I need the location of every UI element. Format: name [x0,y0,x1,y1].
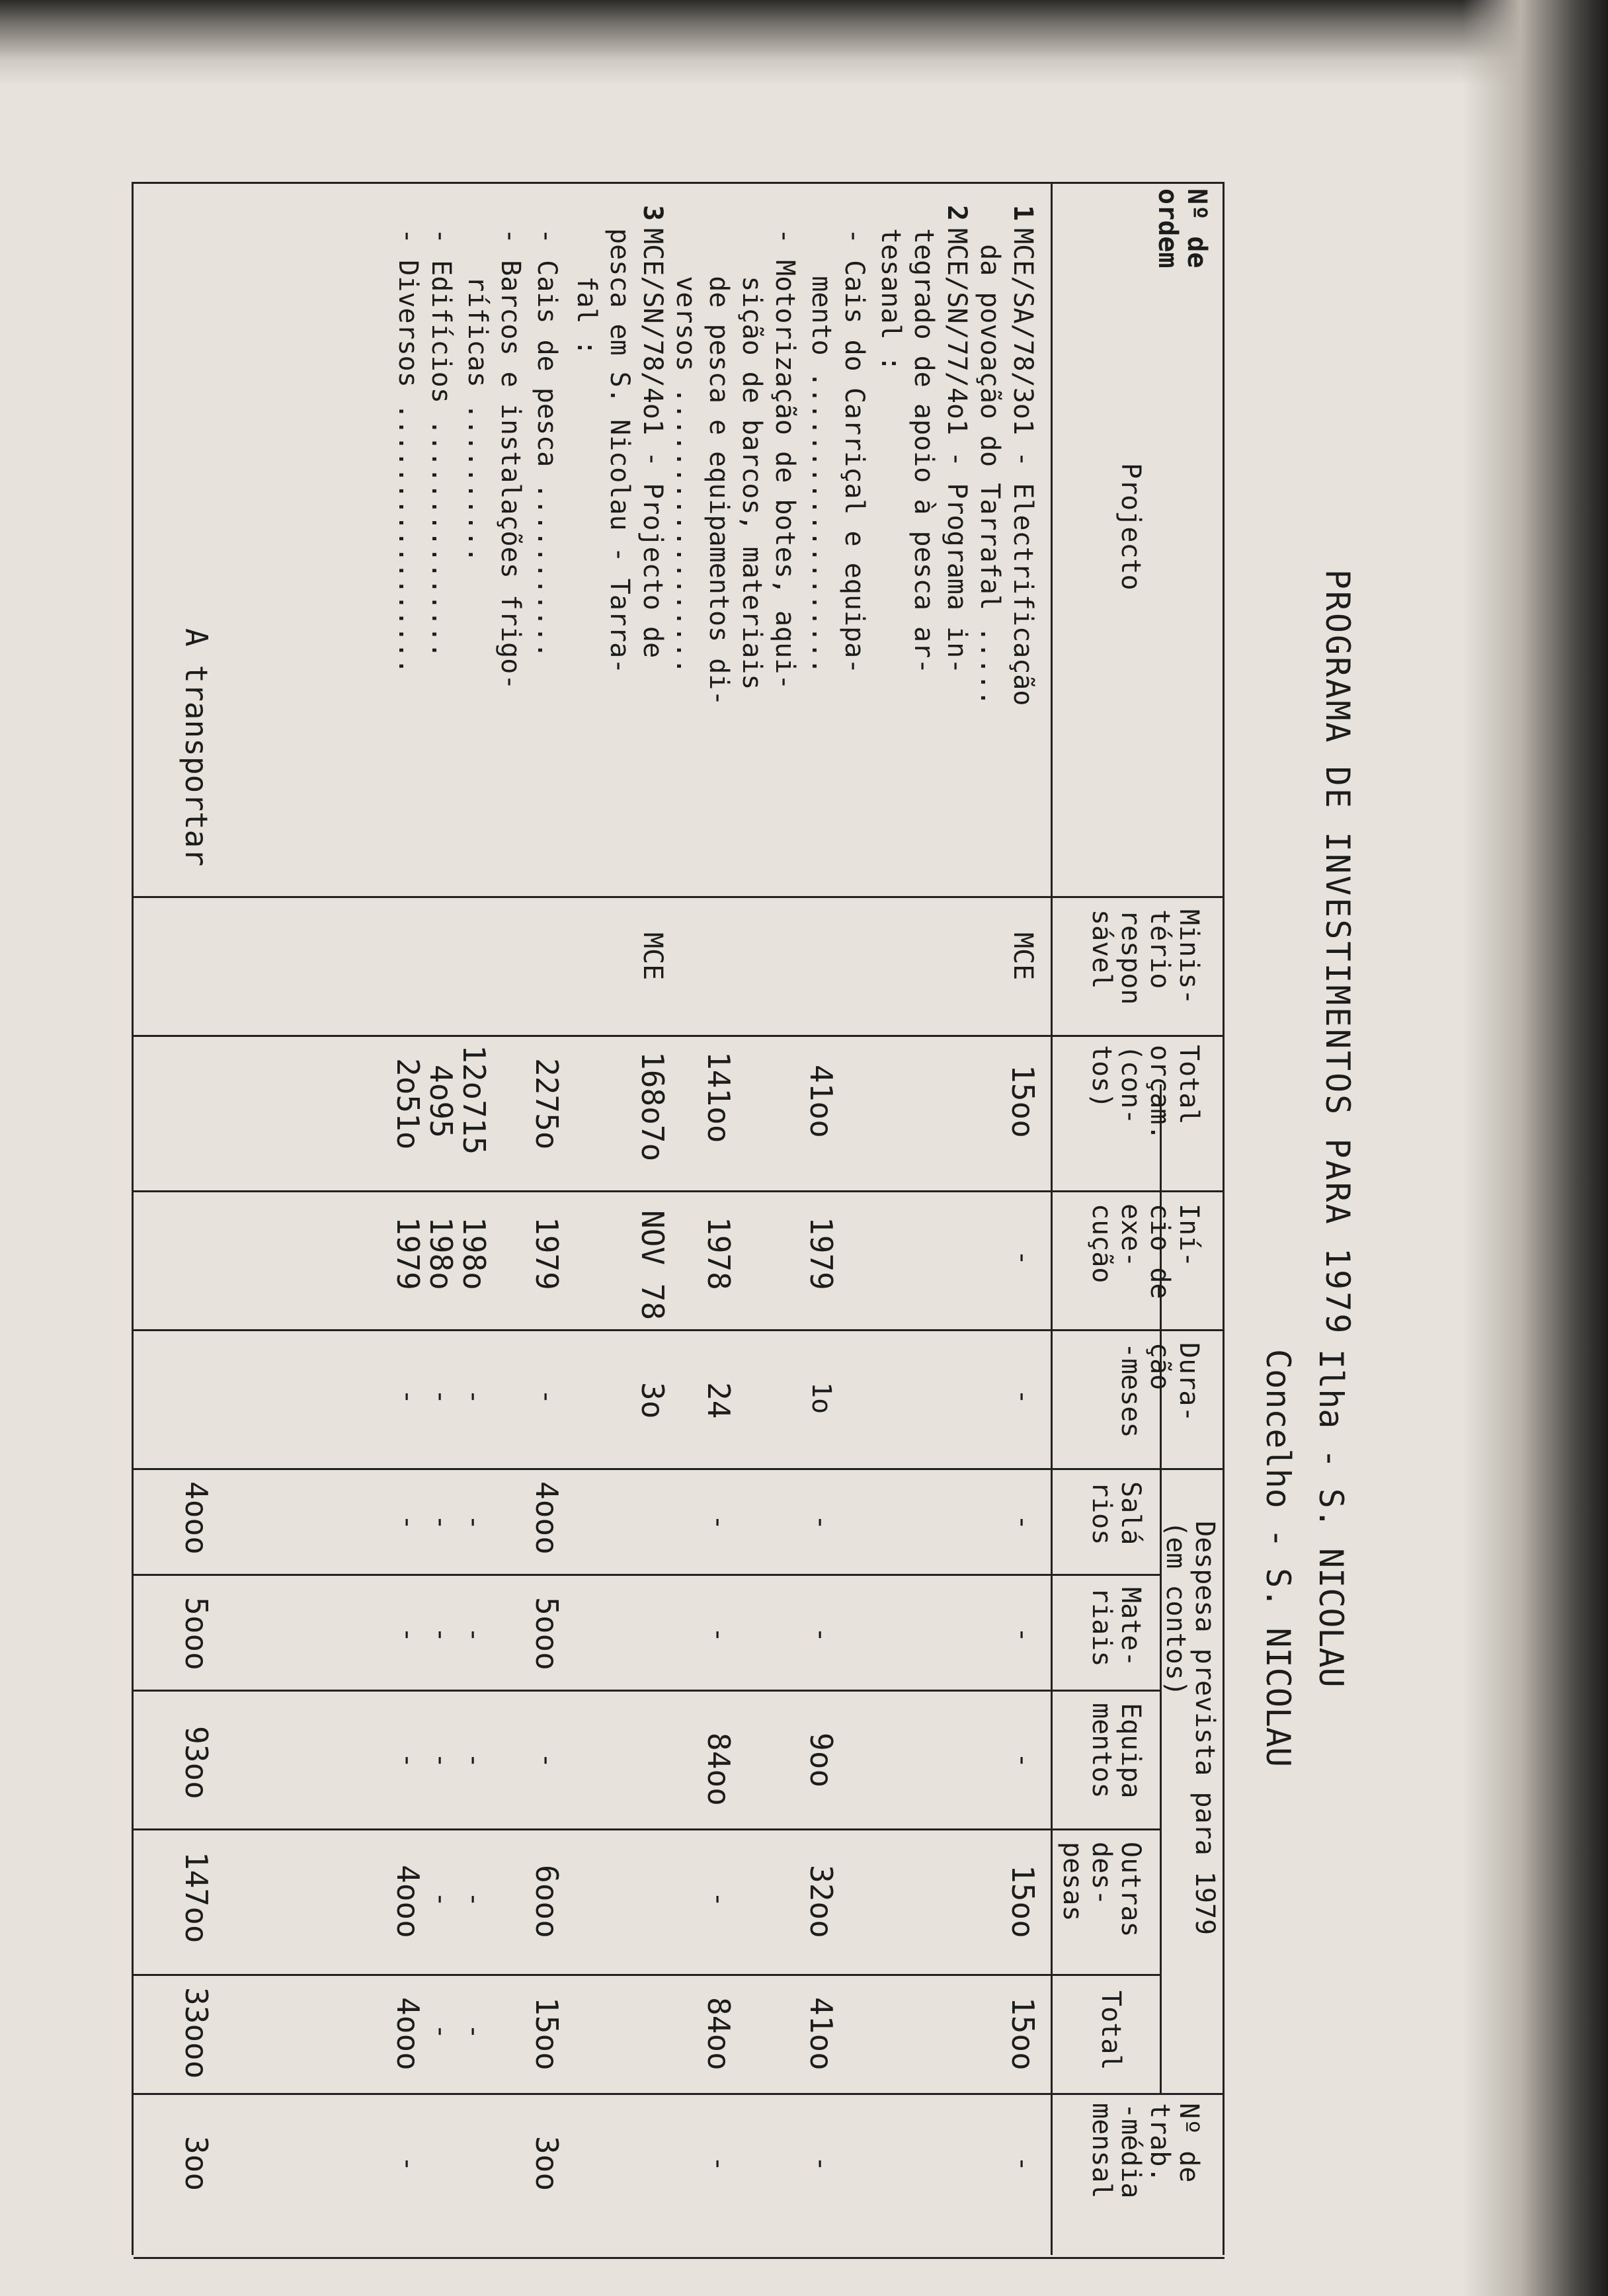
row-2a-projecto: - Cais do Carriçal e equipa- mento ................... [806,228,869,675]
row-2a-total: 41oo [803,1997,839,2070]
row-3d-inicio: 1979 [390,1217,426,1290]
row-3b-equipamentos: - [459,1752,489,1769]
table-top-rule [1223,182,1225,2255]
footer-outras: 147oo [179,1852,214,1944]
row-2b-materiais: - [704,1627,734,1643]
row-3-total-orcam: 168o7o [635,1051,670,1162]
row-3d-materiais: - [393,1627,423,1643]
row-2b-equipamentos: 84oo [701,1733,737,1806]
row-3a-materiais: 5ooo [529,1597,565,1670]
row-2b-total-orcam: 141oo [701,1051,737,1143]
row-1-trab: - [1008,2156,1038,2172]
row-1-salarios: - [1008,1514,1038,1531]
row-3b-total-orcam: 12o715 [456,1045,492,1155]
col-divider [134,1329,1225,1331]
footer-total: 33ooo [179,1987,214,2079]
row-3a-trab: 3oo [529,2136,565,2192]
concelho-label: Concelho - S. NICOLAU [1259,1349,1297,1768]
header-total-orcam: Total orçam. (con- tos) [1086,1045,1204,1141]
a-transportar-label: A transportar [179,628,214,867]
row-2a-materiais: - [806,1627,836,1643]
header-trab: Nº de trab. -média mensal [1086,2103,1204,2199]
row-3d-total: 4ooo [390,1997,426,2070]
row-1-materiais: - [1008,1627,1038,1643]
row-3d-total-orcam: 2o51o [390,1058,426,1150]
row-3d-duracao: - [393,1389,423,1405]
col-divider [134,1828,1162,1830]
row-3d-trab: - [393,2156,423,2172]
row-3a-equipamentos: - [532,1752,562,1769]
row-1-duracao: - [1008,1389,1038,1405]
row-3b-duracao: - [459,1389,489,1405]
row-2a-outras: 32oo [803,1865,839,1938]
row-2a-equipamentos: 9oo [803,1733,839,1788]
row-3a-salarios: 4ooo [529,1481,565,1555]
row-2b-inicio: 1978 [701,1217,737,1290]
col-divider [134,1974,1162,1976]
row-3c-total-orcam: 4o95 [423,1065,459,1138]
row-2a-inicio: 1979 [803,1217,839,1290]
col-divider [134,1190,1225,1192]
row-3d-equipamentos: - [393,1752,423,1769]
row-3b-salarios: - [459,1514,489,1531]
col-divider [134,896,1225,898]
header-outras: Outras des- pesas [1057,1842,1146,1938]
row-3-projecto: MCE/SN/78/4o1 - Projecto de pesca em S. Nicolau - Tarra- fal : [571,228,668,675]
row-2a-salarios: - [806,1514,836,1531]
header-duracao: Dura- ção -meses [1115,1342,1204,1438]
header-salarios: Salá rios [1086,1481,1146,1545]
footer-materiais: 5ooo [179,1597,214,1670]
row-3c-equipamentos: - [426,1752,456,1769]
row-3b-inicio: 198o [456,1217,492,1290]
row-2-projecto: MCE/SN/77/4o1 - Programa in- tegrado de apoio à pesca ar- tesanal : [875,228,972,675]
row-1-projecto: MCE/SA/78/3o1 - Electrificação da povoação do Tarrafal ..... [975,228,1038,706]
row-2b-salarios: - [704,1514,734,1531]
row-3b-materiais: - [459,1627,489,1643]
row-3-ministerio: MCE [637,932,668,981]
footer-equipamentos: 93oo [179,1726,214,1799]
row-1-ministerio: MCE [1008,932,1038,981]
row-3-ordem: 3 [637,205,668,222]
row-3b-projecto: - Barcos e instalações frigo- ríficas .......... [462,228,526,690]
col-divider [134,1574,1162,1576]
row-2a-trab: - [806,2156,836,2172]
row-3c-total: - [426,2024,456,2040]
row-3a-duracao: - [532,1389,562,1405]
row-3c-inicio: 198o [423,1217,459,1290]
row-3c-salarios: - [426,1514,456,1531]
row-2b-trab: - [704,2156,734,2172]
header-total: Total [1096,1990,1126,2070]
footer-trab: 3oo [179,2136,214,2192]
header-ordem: Nº de ordem [1152,188,1212,268]
col-divider [134,2093,1225,2095]
header-projecto: Projecto [1115,463,1146,591]
row-2b-duracao: 24 [701,1382,737,1419]
row-1-ordem: 1 [1008,205,1038,222]
row-2b-total: 84oo [701,1997,737,2070]
col-divider [134,1035,1225,1037]
header-inicio: Iní- cio de exe- cução [1086,1204,1204,1299]
row-1-equipamentos: - [1008,1752,1038,1769]
header-equipamentos: Equipa mentos [1086,1703,1146,1799]
row-3d-outras: 4ooo [390,1865,426,1938]
header-bottom-rule [1051,182,1053,2255]
row-3c-projecto: - Edifícios ............... [426,228,456,659]
col-divider [134,1468,1225,1470]
row-3-duracao: 3o [635,1382,670,1419]
row-3d-salarios: - [393,1514,423,1531]
row-2a-total-orcam: 41oo [803,1065,839,1138]
row-3b-total: - [459,2024,489,2040]
row-1-total: 15oo [1005,1997,1041,2070]
row-3-inicio: NOV 78 [635,1210,670,1321]
row-1-total-orcam: 15oo [1005,1065,1041,1138]
row-2a-duracao: 1o [806,1382,836,1414]
row-3a-inicio: 1979 [529,1217,565,1290]
col-divider [134,1690,1162,1692]
table-bottom-rule [132,182,134,2255]
row-2b-outras: - [704,1891,734,1908]
ilha-label: Ilha - S. NICOLAU [1312,1349,1350,1688]
row-3b-outras: - [459,1891,489,1908]
header-despesa-group: Despesa prevista para 1979 (em contos) [1160,1521,1220,1936]
row-3c-materiais: - [426,1627,456,1643]
header-materiais: Mate- riais [1086,1587,1146,1667]
row-1-outras: 15oo [1005,1865,1041,1938]
row-2-ordem: 2 [942,205,972,222]
row-2b-projecto: - Motorização de botes, aqui- sição de barcos, materiais de pesca e equipamentos di- versos .................. [670,228,800,706]
row-3c-outras: - [426,1891,456,1908]
row-3a-total-orcam: 2275o [529,1058,565,1150]
header-ministerio: Minis- tério respon sável [1086,909,1204,1005]
row-3c-duracao: - [426,1389,456,1405]
row-3d-projecto: - Diversos ................. [393,228,423,675]
row-3a-outras: 6ooo [529,1865,565,1938]
row-3a-total: 15oo [529,1997,565,2070]
page-title: PROGRAMA DE INVESTIMENTOS PARA 1979 [1318,569,1357,1336]
footer-salarios: 4ooo [179,1481,214,1555]
row-3a-projecto: - Cais de pesca ........... [532,228,562,659]
row-1-inicio: - [1008,1250,1038,1266]
